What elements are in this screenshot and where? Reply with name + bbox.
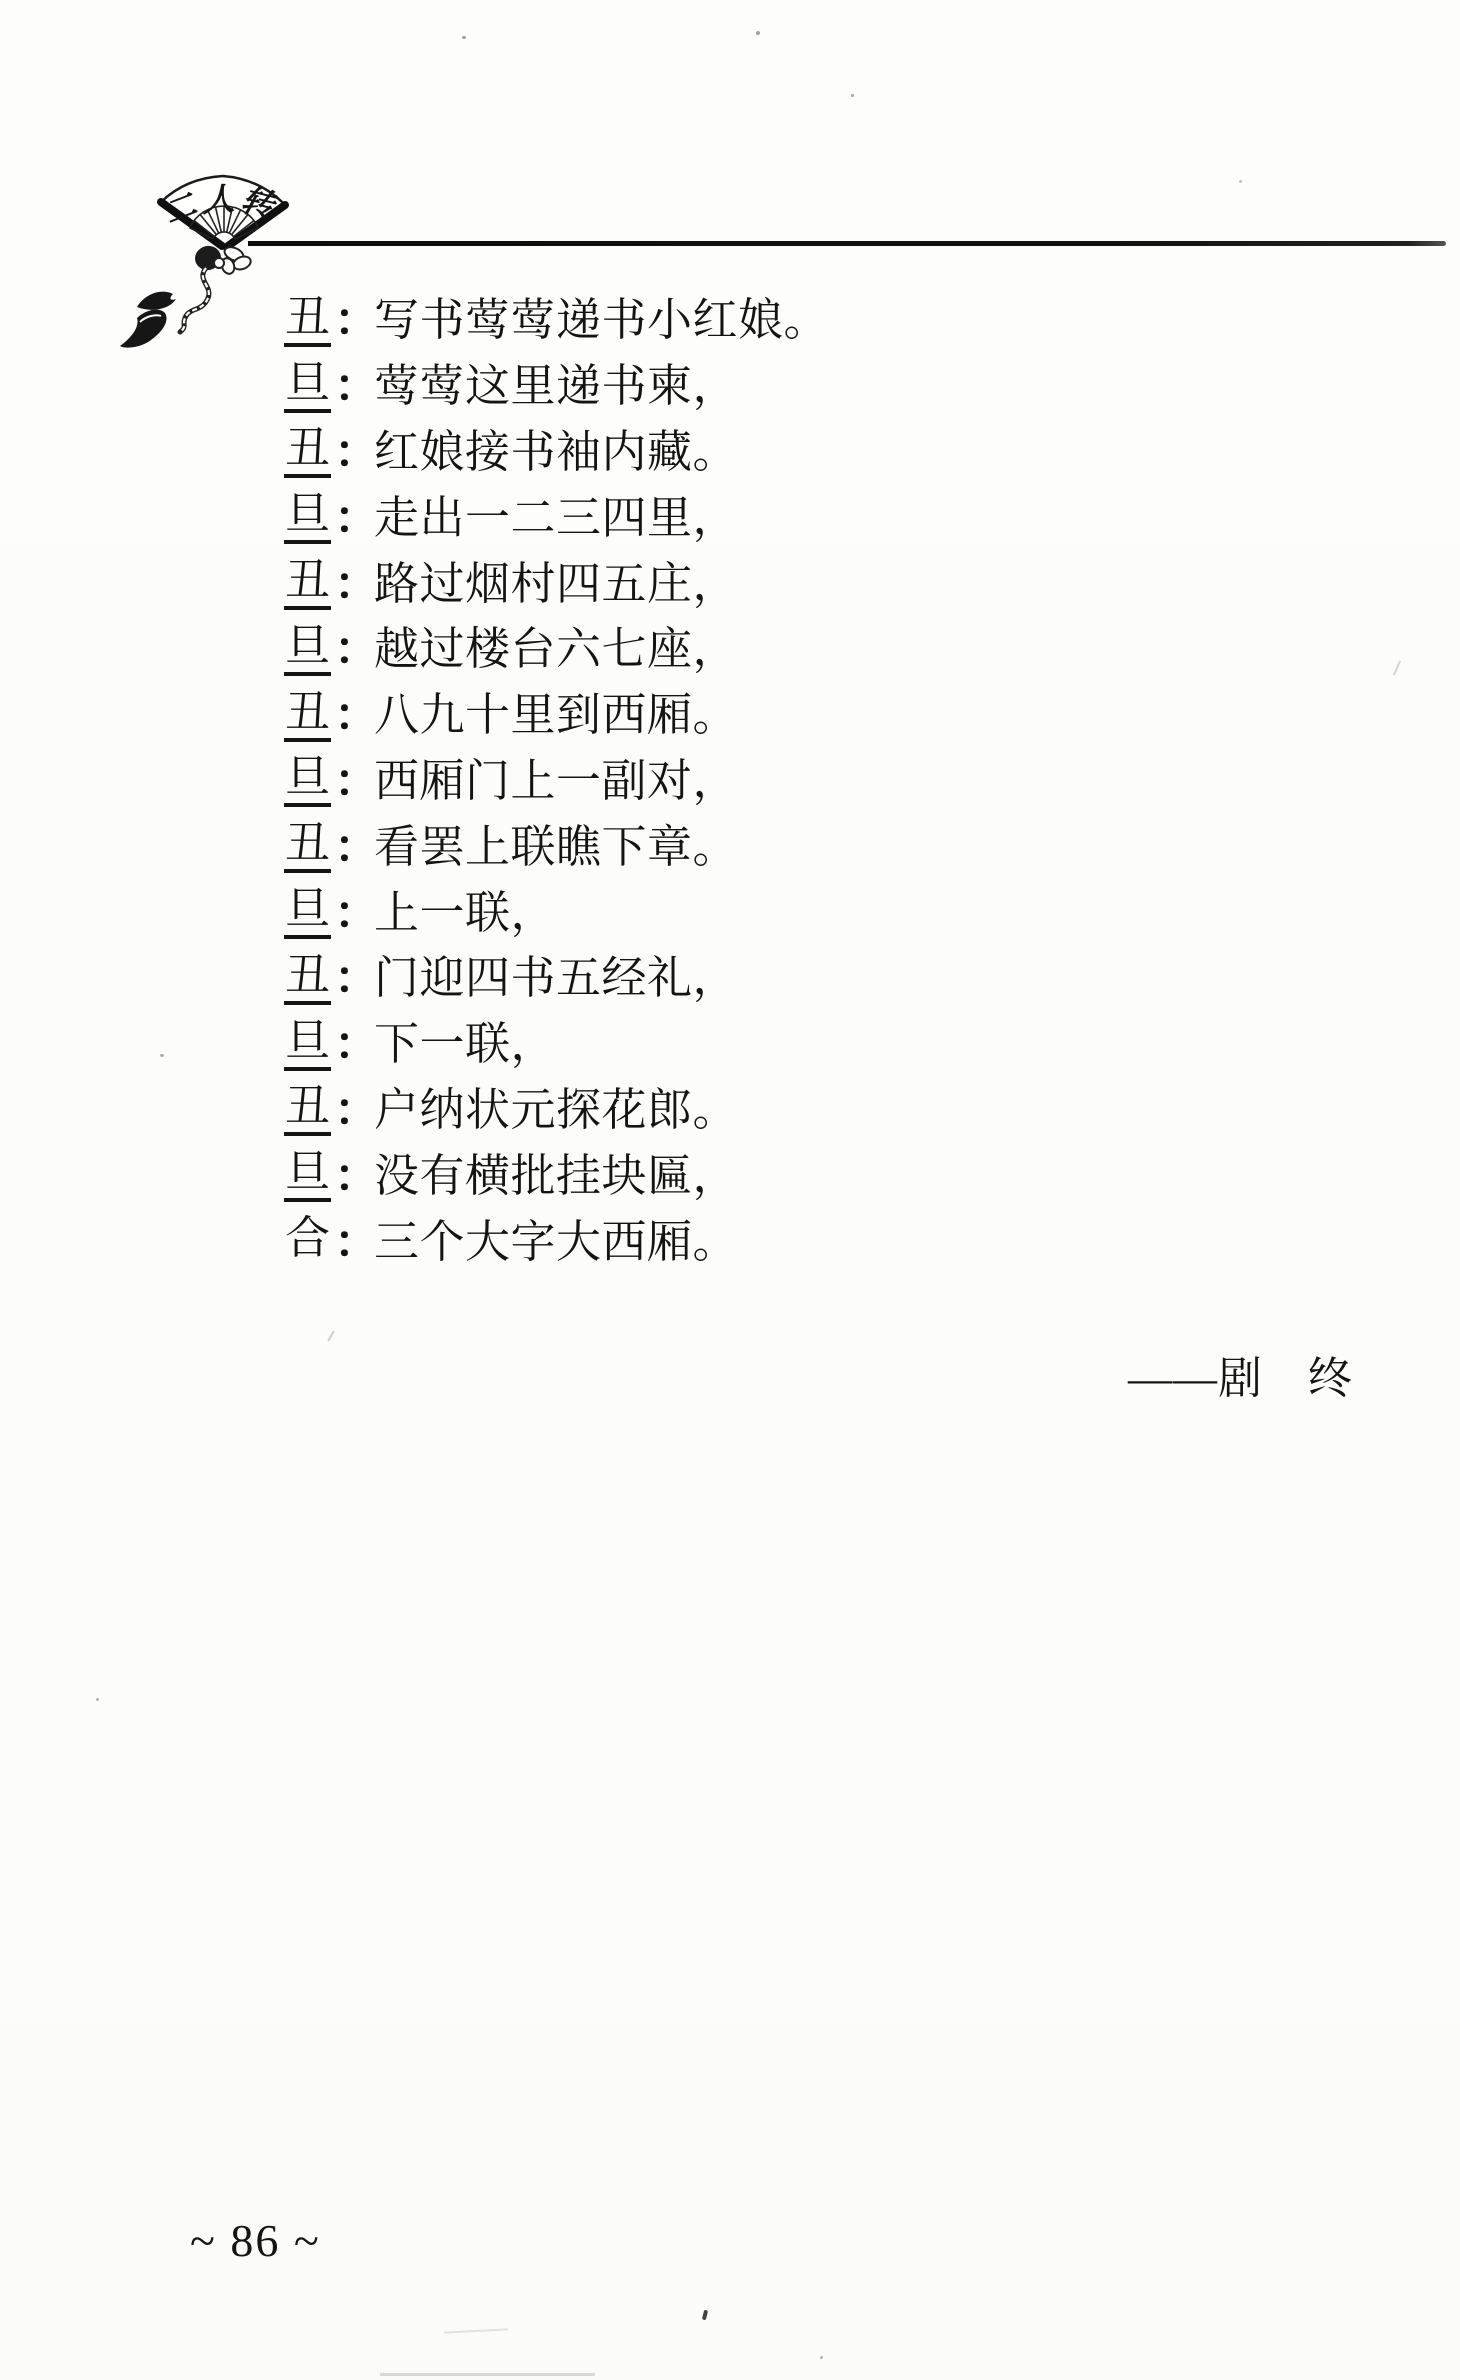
role-label: 丑 [284,821,331,873]
scan-artifact [380,2373,595,2376]
role-colon: ： [334,1216,380,1267]
dialogue-text: 下一联， [374,1019,557,1070]
fan-tassel [120,292,176,348]
role-colon: ： [334,821,380,872]
dialogue-text: 三个大字大西厢。 [374,1216,739,1267]
dialogue-line [284,683,829,749]
role-label: 旦 [284,361,331,413]
dialogue-line [284,485,829,551]
dialogue-text: 红娘接书袖内藏。 [374,426,739,477]
dialogue-text: 门迎四书五经礼， [374,953,739,1004]
role-label: 丑 [284,953,331,1005]
role-label: 旦 [284,492,331,544]
dialogue-line [284,288,829,354]
dialogue-line [284,354,829,420]
dialogue-line [284,946,829,1012]
dialogue-text: 越过楼台六七座， [374,624,739,675]
role-colon: ： [334,1084,380,1135]
role-label: 丑 [284,558,331,610]
dialogue-text: 路过烟村四五庄， [374,558,739,609]
role-colon: ： [334,1019,380,1070]
scan-artifact [96,1698,99,1701]
role-colon: ： [334,887,380,938]
dialogue-line [284,1143,829,1209]
scan-artifact [702,2310,708,2321]
page-number: ~ 86 ~ [190,2215,321,2266]
role-label: 旦 [284,1019,331,1071]
scan-artifact [444,2328,508,2333]
scan-artifact [462,36,466,39]
role-colon: ： [334,426,380,477]
dialogue-text: 没有横批挂块匾， [374,1150,739,1201]
dialogue-line [284,551,829,617]
dialogue-text: 上一联， [374,887,557,938]
fan-text: 二人转 [158,180,282,232]
dialogue-line [284,749,829,815]
role-colon: ： [334,690,380,741]
role-colon: ： [334,361,380,412]
dialogue-text: 莺莺这里递书柬， [374,361,739,412]
scan-artifact [820,2356,823,2359]
role-colon: ： [334,558,380,609]
dialogue-text: 走出一二三四里， [374,492,739,543]
role-colon: ： [334,492,380,543]
scan-artifact [1393,660,1401,675]
scan-artifact [851,94,854,97]
dialogue-text: 写书莺莺递书小红娘。 [374,295,830,346]
role-colon: ： [334,295,380,346]
fan-cord [180,268,209,332]
fan-logo-icon [116,166,308,370]
dialogue-text: 西厢门上一副对， [374,755,739,806]
role-colon: ： [334,1150,380,1201]
dialogue-text: 看罢上联瞧下章。 [374,821,739,872]
role-colon: ： [334,624,380,675]
dialogue-text: 八九十里到西厢。 [374,690,739,741]
role-label: 合 [285,1213,331,1264]
fan-logo [116,166,308,370]
dialogue-line [284,1012,829,1078]
role-label: 旦 [284,624,331,676]
role-label: 丑 [284,426,331,478]
role-label: 旦 [284,1150,331,1202]
dialogue-line [284,617,829,683]
role-colon: ： [334,953,380,1004]
ending-mark: ——剧 终 [1128,1354,1353,1403]
dialogue-line [284,880,829,946]
scan-artifact [756,31,760,35]
dialogue-line [284,1078,829,1144]
scan-artifact [327,1330,335,1341]
dialogue-line [284,1209,829,1275]
role-label: 丑 [284,295,331,347]
header-rule [248,241,1446,246]
dialogue-text: 户纳状元探花郎。 [374,1084,739,1135]
role-label: 丑 [284,690,331,742]
dialogue-line [284,814,829,880]
role-label: 丑 [284,1084,331,1136]
dialogue-block [284,288,829,1275]
scan-artifact [160,1054,164,1057]
dialogue-line [284,420,829,486]
role-colon: ： [334,755,380,806]
role-label: 旦 [284,887,331,939]
scan-artifact [1239,180,1242,183]
role-label: 旦 [284,755,331,807]
